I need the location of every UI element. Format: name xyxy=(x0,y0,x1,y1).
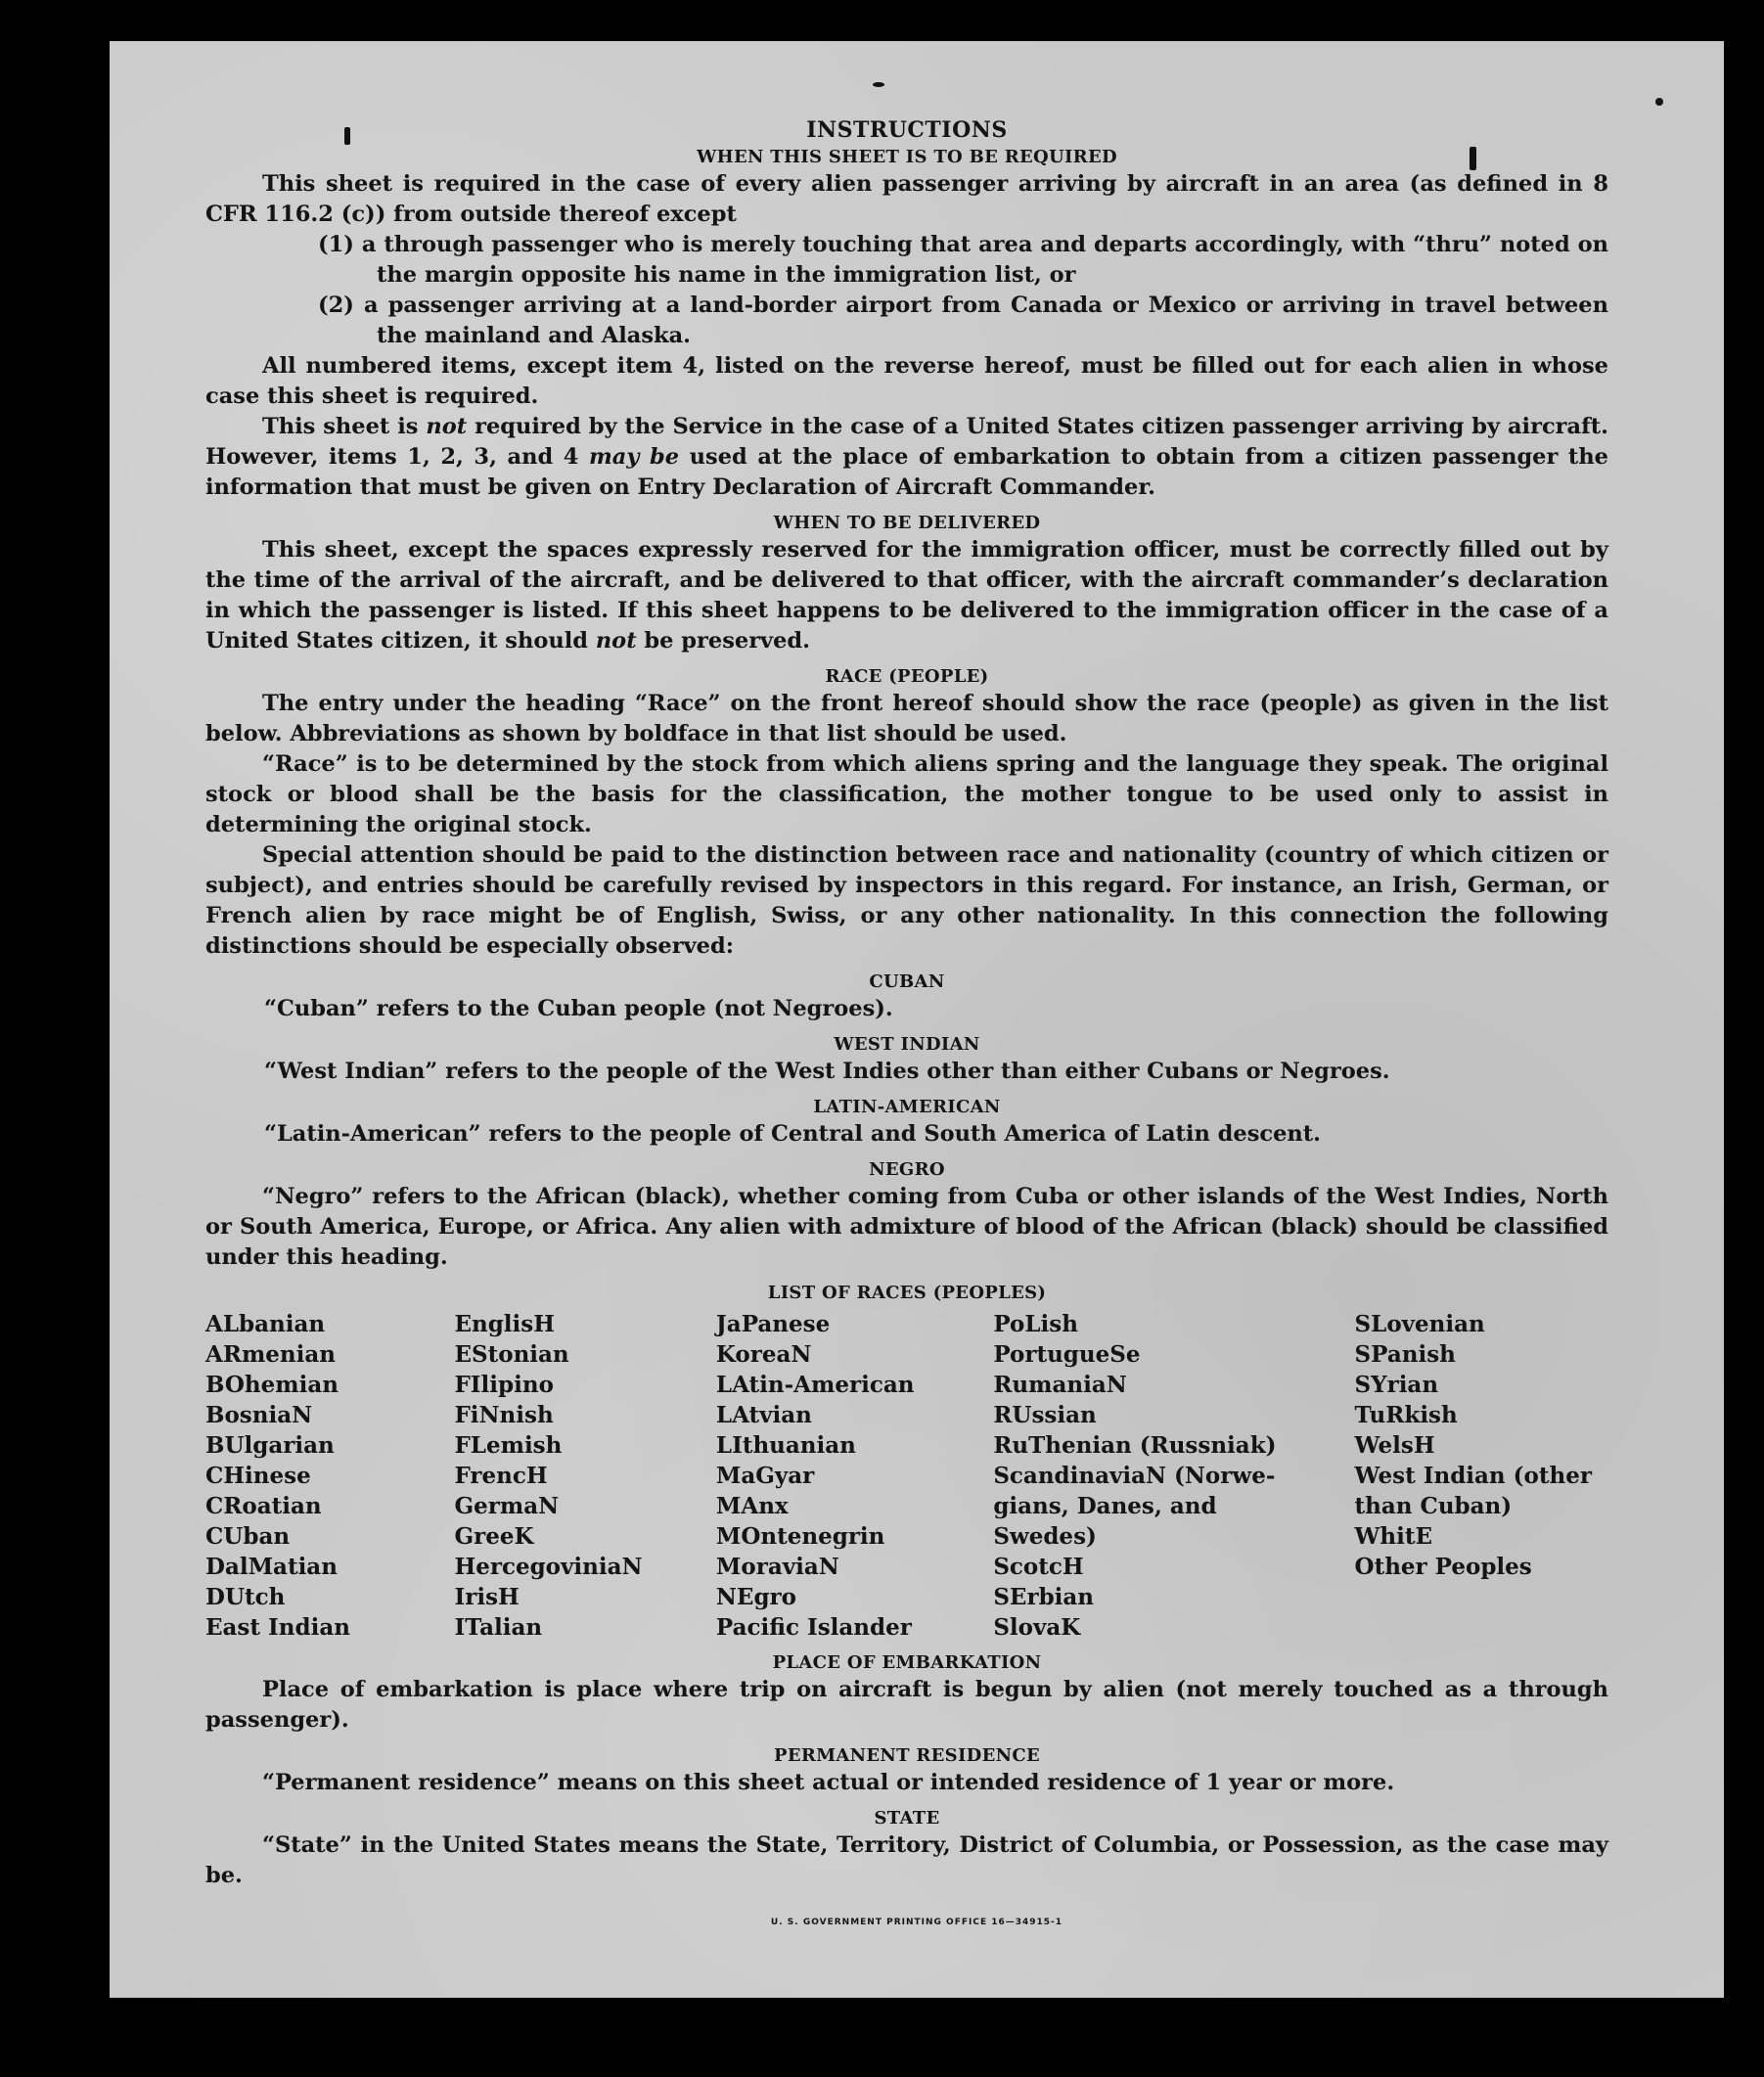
race-entry: GermaN xyxy=(454,1493,560,1519)
race-entry: BOhemian xyxy=(205,1372,339,1398)
race-entry: CUban xyxy=(205,1523,291,1550)
race-entry: SPanish xyxy=(1354,1341,1456,1368)
west-indian-text: “West Indian” refers to the people of the West Indies other than either Cubans or Negroes. xyxy=(264,1059,1390,1084)
heading-race: RACE (PEOPLE) xyxy=(825,666,989,687)
race-entry: PortugueSe xyxy=(993,1341,1141,1368)
page-title: INSTRUCTIONS xyxy=(806,117,1008,143)
race-list xyxy=(205,1309,1608,1643)
race-entry: SErbian xyxy=(993,1584,1095,1610)
exception-item-1: (1) a through passenger who is merely touching that area and departs accordingly, with “thru” noted on the margin opposite his name in the immigration list, or xyxy=(318,232,1608,288)
state-text: “State” in the United States means the State, Territory, District of Columbia, or Possession, as the case may be. xyxy=(205,1832,1608,1888)
race-entry: FLemish xyxy=(454,1432,563,1459)
delivered-text-a: This sheet, except the spaces expressly reserved for the immigration officer, must be correctly filled out by the time of the arrival of the aircraft, and be delivered to that officer, with the aircraft commander’s declaration in which the passenger is listed. If this sheet happens to be delivered to the immigration officer in the case of a United States citizen, it should xyxy=(205,537,1608,654)
heading-cuban: CUBAN xyxy=(869,971,945,992)
latin-american-text: “Latin-American” refers to the people of Central and South America of Latin descent. xyxy=(264,1121,1321,1147)
race-entry: RumaniaN xyxy=(993,1372,1127,1398)
heading-when-delivered: WHEN TO BE DELIVERED xyxy=(773,513,1041,533)
race-entry: ScotcH xyxy=(993,1554,1084,1580)
race-entry: FiNnish xyxy=(454,1402,554,1428)
race-entry: KoreaN xyxy=(715,1341,812,1368)
race-entry: EnglisH xyxy=(454,1311,555,1337)
numbered-items-paragraph: All numbered items, except item 4, listed on the reverse hereof, must be filled out for each alien in whose case this sheet is required. xyxy=(205,353,1608,409)
race-column-1 xyxy=(205,1309,454,1643)
race-entry: MOntenegrin xyxy=(715,1523,885,1550)
race-column-4 xyxy=(993,1309,1354,1643)
cuban-text: “Cuban” refers to the Cuban people (not Negroes). xyxy=(264,996,893,1021)
race-entry: DUtch xyxy=(205,1584,286,1610)
embarkation-text: Place of embarkation is place where trip on aircraft is begun by alien (not merely touched as a through passenger). xyxy=(205,1677,1608,1733)
document-sheet xyxy=(110,41,1724,1998)
race-column-2 xyxy=(454,1309,715,1643)
citizen-text-not: not xyxy=(426,414,468,439)
citizen-text-b: required by the Service in the case of a United States citizen passenger arriving by aircraft. However, items 1, 2, 3, and 4 xyxy=(205,414,1609,470)
race-entry: West Indian (other than Cuban) xyxy=(1354,1463,1592,1519)
required-intro: This sheet is required in the case of every alien passenger arriving by aircraft in an area (as defined in 8 CFR 116.2 (c)) from outside thereof except xyxy=(205,171,1608,227)
heading-west-indian: WEST INDIAN xyxy=(834,1034,980,1055)
race-entry: MoraviaN xyxy=(715,1554,839,1580)
race-entry: SYrian xyxy=(1354,1372,1439,1398)
residence-text: “Permanent residence” means on this sheet actual or intended residence of 1 year or more. xyxy=(262,1770,1395,1795)
race-entry: BosniaN xyxy=(205,1402,313,1428)
scan-speck xyxy=(1655,98,1663,106)
exception-item-2: (2) a passenger arriving at a land-border airport from Canada or Mexico or arriving in travel between the mainland and Alaska. xyxy=(318,293,1608,348)
race-entry: BUlgarian xyxy=(205,1432,335,1459)
race-entry: WelsH xyxy=(1354,1432,1435,1459)
race-entry: NEgro xyxy=(715,1584,797,1610)
heading-state: STATE xyxy=(874,1808,940,1829)
race-entry: ScandinaviaN (Norwe- gians, Danes, and Swedes) xyxy=(993,1463,1276,1550)
race-entry: FIlipino xyxy=(454,1372,554,1398)
race-entry: ARmenian xyxy=(205,1341,337,1368)
race-entry: MaGyar xyxy=(715,1463,815,1489)
race-entry: LIthuanian xyxy=(715,1432,856,1459)
race-entry: CHinese xyxy=(205,1463,311,1489)
race-entry: PoLish xyxy=(993,1311,1078,1337)
citizen-text-c: used at the place of embarkation to obtain from a citizen passenger the information that must be given on Entry Declaration of Aircraft Commander. xyxy=(205,444,1608,500)
heading-when-required: WHEN THIS SHEET IS TO BE REQUIRED xyxy=(697,147,1117,167)
race-entry: ALbanian xyxy=(205,1311,326,1337)
race-entry: FrencH xyxy=(454,1463,548,1489)
heading-list-of-races: LIST OF RACES (PEOPLES) xyxy=(767,1283,1047,1303)
negro-text: “Negro” refers to the African (black), whether coming from Cuba or other islands of the West Indies, North or South America, Europe, or Africa. Any alien with admixture of blood of the African (black) should be classified under this heading. xyxy=(205,1184,1608,1270)
delivered-text-b: be preserved. xyxy=(636,628,811,654)
race-entry: GreeK xyxy=(454,1523,534,1550)
race-entry: EStonian xyxy=(454,1341,569,1368)
race-entry: LAtin-American xyxy=(715,1372,915,1398)
race-entry: JaPanese xyxy=(715,1311,831,1337)
race-entry: SLovenian xyxy=(1354,1311,1485,1337)
race-entry: East Indian xyxy=(205,1614,350,1641)
race-entry: WhitE xyxy=(1354,1523,1432,1550)
heading-place-of-embarkation: PLACE OF EMBARKATION xyxy=(772,1652,1042,1673)
race-entry: LAtvian xyxy=(715,1402,812,1428)
delivered-paragraph xyxy=(205,535,1608,656)
citizen-paragraph xyxy=(205,412,1608,503)
race-column-3 xyxy=(716,1309,993,1643)
race-entry: RUssian xyxy=(993,1402,1097,1428)
heading-latin-american: LATIN-AMERICAN xyxy=(813,1097,1001,1117)
citizen-text-maybe: may be xyxy=(589,444,680,470)
printing-office-imprint: U. S. GOVERNMENT PRINTING OFFICE 16—34915-1 xyxy=(770,1918,1063,1927)
race-entry: HercegoviniaN xyxy=(454,1554,643,1580)
citizen-text-a: This sheet is xyxy=(262,414,427,439)
race-entry: CRoatian xyxy=(205,1493,322,1519)
race-entry: MAnx xyxy=(715,1493,789,1519)
race-entry: Pacific Islander xyxy=(715,1614,912,1641)
race-entry: TuRkish xyxy=(1354,1402,1458,1428)
race-entry: RuThenian (Russniak) xyxy=(993,1432,1277,1459)
race-entry: SlovaK xyxy=(993,1614,1081,1641)
heading-permanent-residence: PERMANENT RESIDENCE xyxy=(773,1745,1041,1766)
heading-negro: NEGRO xyxy=(869,1159,945,1180)
instructions-content xyxy=(205,117,1608,1891)
scan-speck xyxy=(873,82,884,87)
race-column-5 xyxy=(1355,1309,1608,1643)
race-entry: DalMatian xyxy=(205,1554,338,1580)
race-entry: ITalian xyxy=(454,1614,543,1641)
race-paragraph-2: “Race” is to be determined by the stock from which aliens spring and the language they speak. The original stock or blood shall be the basis for the classification, the mother tongue to be used only to assist in determining the original stock. xyxy=(205,751,1608,837)
race-entry: Other Peoples xyxy=(1354,1554,1532,1580)
race-paragraph-3: Special attention should be paid to the distinction between race and nationality (country of which citizen or subject), and entries should be carefully revised by inspectors in this regard. For instance, an Irish, German, or French alien by race might be of English, Swiss, or any other nationality. In this connection the following distinctions should be especially observed: xyxy=(205,842,1608,959)
race-paragraph-1: The entry under the heading “Race” on the front hereof should show the race (people) as given in the list below. Abbreviations as shown by boldface in that list should be used. xyxy=(205,691,1608,746)
delivered-text-not: not xyxy=(595,628,637,654)
race-entry: IrisH xyxy=(454,1584,520,1610)
